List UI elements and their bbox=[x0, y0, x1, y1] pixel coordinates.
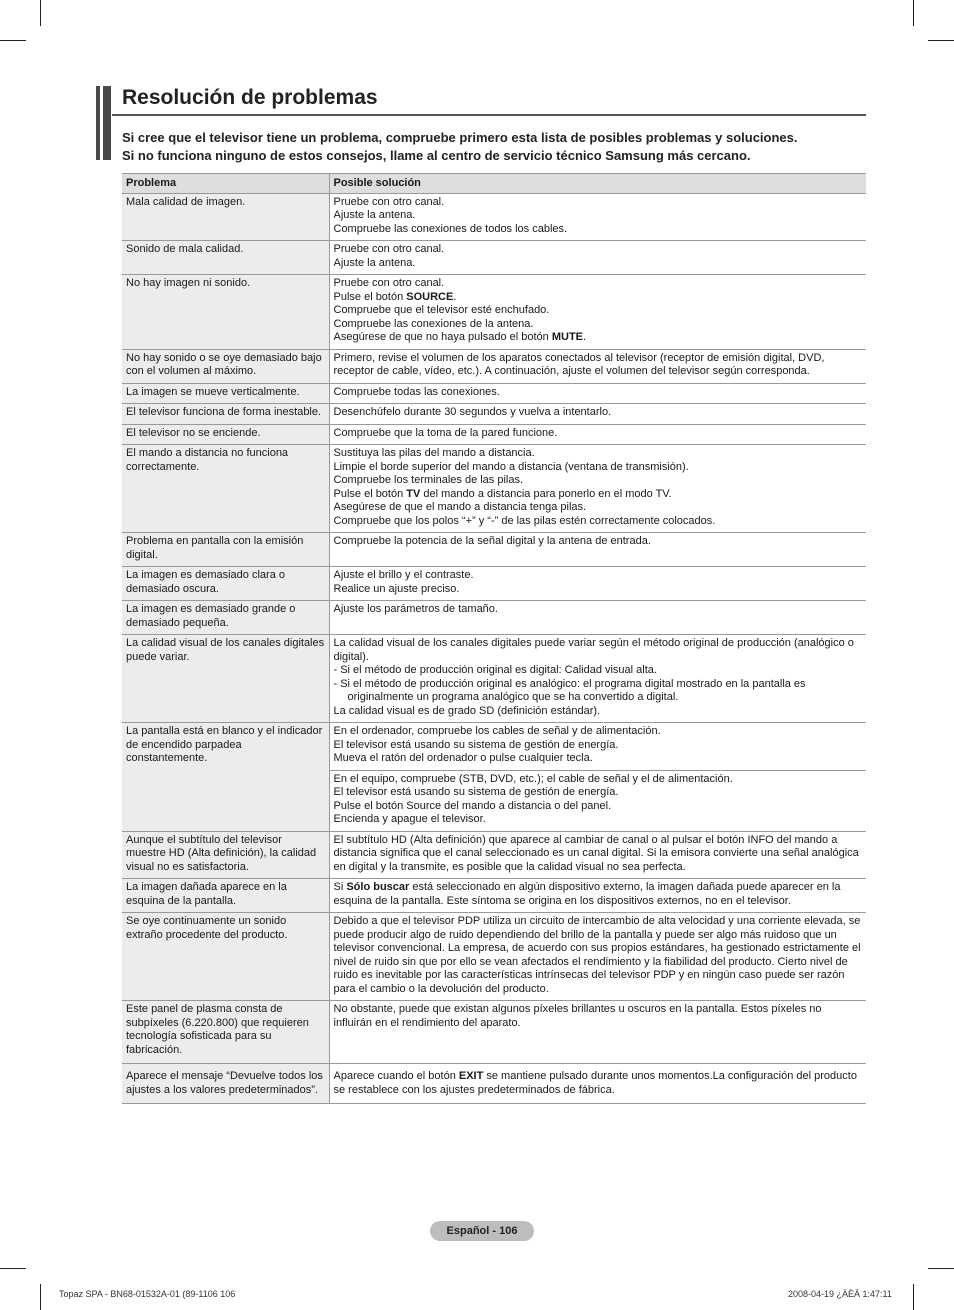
button-name: EXIT bbox=[458, 1070, 484, 1082]
problem-cell: Mala calidad de imagen. bbox=[122, 193, 329, 241]
solution-cell bbox=[329, 635, 866, 723]
table-row bbox=[122, 635, 866, 723]
solution-line: Primero, revise el volumen de los aparatos conectados al televisor (receptor de emisión digital, DVD, receptor de cable, vídeo, etc.). A continuación, ajuste el volumen del televisor según corresponda. bbox=[333, 351, 825, 377]
table-row bbox=[122, 1064, 866, 1104]
solution-line: Ajuste los parámetros de tamaño. bbox=[333, 603, 498, 615]
problem-cell: El televisor no se enciende. bbox=[122, 424, 329, 445]
table-row bbox=[122, 533, 866, 567]
intro-line: Si no funciona ninguno de estos consejos, llame al centro de servicio técnico Samsung más cercano. bbox=[122, 148, 751, 163]
text-run: Pulse el botón bbox=[333, 487, 407, 500]
menu-option-name: Sólo buscar bbox=[346, 881, 410, 893]
problem-cell: Aparece el mensaje “Devuelve todos los ajustes a los valores predeterminados”. bbox=[122, 1064, 329, 1104]
text-run: Si bbox=[333, 881, 347, 893]
button-name: TV bbox=[406, 487, 421, 500]
problem-cell: No hay imagen ni sonido. bbox=[122, 275, 329, 350]
text-run: del mando a distancia para ponerlo en el modo TV. bbox=[420, 487, 672, 500]
title-divider bbox=[112, 114, 866, 116]
text-run: Aparece cuando el botón bbox=[333, 1070, 459, 1082]
crop-mark bbox=[913, 1284, 914, 1310]
print-info-left: Topaz SPA - BN68-01532A-01 (89-1106 106 bbox=[59, 1289, 236, 1299]
header-solution: Posible solución bbox=[329, 174, 866, 194]
solution-line bbox=[334, 291, 863, 305]
solution-line: Compruebe las conexiones de todos los cables. bbox=[333, 222, 568, 235]
solution-cell bbox=[329, 913, 866, 1001]
solution-line: Compruebe las conexiones de la antena. bbox=[333, 317, 534, 330]
header-problem: Problema bbox=[122, 174, 329, 194]
solution-cell bbox=[329, 193, 866, 241]
problem-cell: El televisor funciona de forma inestable. bbox=[122, 404, 329, 425]
solution-line bbox=[334, 488, 863, 502]
solution-line: Pruebe con otro canal. bbox=[333, 277, 445, 289]
solution-line: El televisor está usando su sistema de gestión de energía. bbox=[333, 786, 619, 798]
table-row bbox=[122, 275, 866, 350]
solution-line: Compruebe los terminales de las pilas. bbox=[333, 474, 524, 486]
solution-line: La calidad visual de los canales digitales puede variar según el método original de producción (analógico o digital). bbox=[333, 637, 854, 663]
table-row bbox=[122, 831, 866, 879]
table-row bbox=[122, 601, 866, 635]
table-row bbox=[122, 193, 866, 241]
crop-mark bbox=[928, 1268, 954, 1269]
solution-line: Realice un ajuste preciso. bbox=[333, 582, 460, 595]
text-run: Asegúrese de que no haya pulsado el botón bbox=[333, 331, 552, 343]
solution-line: Desenchúfelo durante 30 segundos y vuelva a intentarlo. bbox=[333, 406, 612, 418]
solution-line: Encienda y apague el televisor. bbox=[333, 813, 486, 825]
text-run: . bbox=[453, 290, 457, 303]
solution-line: Ajuste el brillo y el contraste. bbox=[333, 569, 474, 581]
solution-line: Limpie el borde superior del mando a distancia (ventana de transmisión). bbox=[333, 460, 689, 473]
solution-line bbox=[334, 331, 863, 345]
button-name: MUTE bbox=[551, 331, 584, 343]
solution-cell bbox=[329, 404, 866, 425]
solution-cell bbox=[329, 1001, 866, 1064]
crop-mark bbox=[40, 1284, 41, 1310]
solution-line: Ajuste la antena. bbox=[333, 256, 416, 269]
solution-cell bbox=[329, 1064, 866, 1104]
table-header-row bbox=[122, 174, 866, 194]
page-title: Resolución de problemas bbox=[122, 86, 378, 109]
page-number-badge: Español - 106 bbox=[430, 1221, 534, 1241]
solution-cell bbox=[329, 349, 866, 383]
solution-line: El televisor está usando su sistema de gestión de energía. bbox=[333, 738, 619, 751]
solution-line: Compruebe que el televisor esté enchufado. bbox=[333, 304, 550, 316]
solution-line bbox=[334, 881, 863, 908]
problem-cell: La imagen es demasiado grande o demasiado pequeña. bbox=[122, 601, 329, 635]
crop-mark bbox=[0, 40, 26, 41]
problem-cell: La calidad visual de los canales digitales puede variar. bbox=[122, 635, 329, 723]
problem-cell: La pantalla está en blanco y el indicador de encendido parpadea constantemente. bbox=[122, 723, 329, 832]
table-row bbox=[122, 383, 866, 404]
solution-cell bbox=[329, 723, 866, 771]
problem-cell: Sonido de mala calidad. bbox=[122, 241, 329, 275]
problem-cell: Se oye continuamente un sonido extraño procedente del producto. bbox=[122, 913, 329, 1001]
solution-line: El subtítulo HD (Alta definición) que aparece al cambiar de canal o al pulsar el botón INFO del mando a distancia significa que el canal seleccionado es un canal digital. Si la emisora convierte una señal analógica en digital y la transmite, es posible que la calidad visual no sea perfecta. bbox=[333, 833, 859, 873]
table-row bbox=[122, 349, 866, 383]
crop-mark bbox=[40, 0, 41, 26]
solution-line: En el equipo, compruebe (STB, DVD, etc.); el cable de señal y el de alimentación. bbox=[333, 772, 733, 785]
decorative-bar bbox=[103, 86, 111, 160]
problem-cell: Aunque el subtítulo del televisor muestre HD (Alta definición), la calidad visual no es satisfactoria. bbox=[122, 831, 329, 879]
problem-cell: La imagen es demasiado clara o demasiado oscura. bbox=[122, 567, 329, 601]
problem-cell: La imagen dañada aparece en la esquina de la pantalla. bbox=[122, 879, 329, 913]
table-row bbox=[122, 879, 866, 913]
problem-cell: No hay sonido o se oye demasiado bajo con el volumen al máximo. bbox=[122, 349, 329, 383]
solution-cell bbox=[329, 831, 866, 879]
solution-line: Ajuste la antena. bbox=[333, 209, 416, 221]
solution-line: Compruebe la potencia de la señal digital y la antena de entrada. bbox=[333, 535, 651, 547]
solution-cell bbox=[329, 275, 866, 350]
table-row bbox=[122, 404, 866, 425]
solution-bullet: - Si el método de producción original es digital: Calidad visual alta. bbox=[333, 664, 657, 676]
table-row bbox=[122, 424, 866, 445]
solution-line: Pruebe con otro canal. bbox=[333, 243, 445, 255]
intro-text bbox=[122, 129, 866, 165]
crop-mark bbox=[0, 1268, 26, 1269]
solution-line: En el ordenador, compruebe los cables de señal y de alimentación. bbox=[333, 725, 661, 737]
solution-cell bbox=[329, 770, 866, 831]
solution-cell bbox=[329, 601, 866, 635]
solution-line: Asegúrese de que el mando a distancia tenga pilas. bbox=[333, 501, 587, 513]
solution-line bbox=[334, 1070, 863, 1097]
table-row bbox=[122, 1001, 866, 1064]
solution-line: Pruebe con otro canal. bbox=[333, 195, 445, 208]
troubleshooting-table bbox=[122, 173, 866, 1104]
print-info-right: 2008-04-19 ¿ÀÈÄ 1:47:11 bbox=[788, 1289, 892, 1299]
problem-cell: El mando a distancia no funciona correctamente. bbox=[122, 445, 329, 533]
solution-line: No obstante, puede que existan algunos píxeles brillantes u oscuros en la pantalla. Estos píxeles no influirán en el rendimiento del aparato. bbox=[333, 1003, 822, 1029]
solution-line: Debido a que el televisor PDP utiliza un circuito de intercambio de alta velocidad y una corriente elevada, se puede producir algo de ruido dependiendo del brillo de la pantalla y puede ser algo más ruidoso que un televisor convencional. La empresa, de acuerdo con sus propios estándares, ha gestionado estrictamente el nivel de ruido sin que por ello se vean afectados el rendimiento y la fiabilidad del producto. Cierto nivel de ruido es inevitable por las características intrínsecas del televisor PDP y en ningún caso puede ser razón para el cambio o la devolución del producto. bbox=[333, 915, 861, 995]
solution-cell bbox=[329, 424, 866, 445]
problem-cell: Este panel de plasma consta de subpíxeles (6.220.800) que requieren tecnología sofisticada para su fabricación. bbox=[122, 1001, 329, 1064]
solution-cell bbox=[329, 533, 866, 567]
solution-cell bbox=[329, 241, 866, 275]
problem-cell: Problema en pantalla con la emisión digital. bbox=[122, 533, 329, 567]
text-run: Pulse el botón bbox=[333, 290, 407, 303]
solution-line: Compruebe que los polos “+” y “-” de las pilas estén correctamente colocados. bbox=[333, 514, 716, 527]
crop-mark bbox=[928, 40, 954, 41]
solution-line: Pulse el botón Source del mando a distancia o del panel. bbox=[333, 799, 612, 812]
solution-cell bbox=[329, 383, 866, 404]
solution-cell bbox=[329, 567, 866, 601]
decorative-bar bbox=[96, 86, 100, 160]
table-row bbox=[122, 445, 866, 533]
button-name: SOURCE bbox=[406, 290, 454, 303]
solution-cell bbox=[329, 445, 866, 533]
table-row bbox=[122, 723, 866, 771]
solution-line: Compruebe que la toma de la pared funcione. bbox=[333, 426, 558, 439]
table-row bbox=[122, 567, 866, 601]
intro-line: Si cree que el televisor tiene un problema, compruebe primero esta lista de posibles problemas y soluciones. bbox=[122, 130, 798, 145]
text-run: se mantiene pulsado durante unos momentos.La configuración del producto se restablece con los ajustes predeterminados de fábrica. bbox=[333, 1070, 857, 1096]
text-run: está seleccionado en algún dispositivo externo, la imagen dañada puede aparecer en la esquina de la pantalla. Este síntoma se origina en los dispositivos externos, no en el televisor. bbox=[333, 881, 841, 907]
text-run: . bbox=[583, 331, 587, 343]
solution-line: Sustituya las pilas del mando a distancia. bbox=[333, 447, 535, 459]
crop-mark bbox=[913, 0, 914, 26]
solution-line: Compruebe todas las conexiones. bbox=[333, 385, 500, 398]
problem-cell: La imagen se mueve verticalmente. bbox=[122, 383, 329, 404]
solution-line: Mueva el ratón del ordenador o pulse cualquier tecla. bbox=[333, 752, 593, 764]
solution-line: La calidad visual es de grado SD (definición estándar). bbox=[333, 704, 601, 717]
table-row bbox=[122, 913, 866, 1001]
solution-cell bbox=[329, 879, 866, 913]
solution-bullet: - Si el método de producción original es analógico: el programa digital mostrado en la pantalla es originalmente un programa analógico que se ha convertido a digital. bbox=[333, 677, 806, 703]
table-row bbox=[122, 241, 866, 275]
